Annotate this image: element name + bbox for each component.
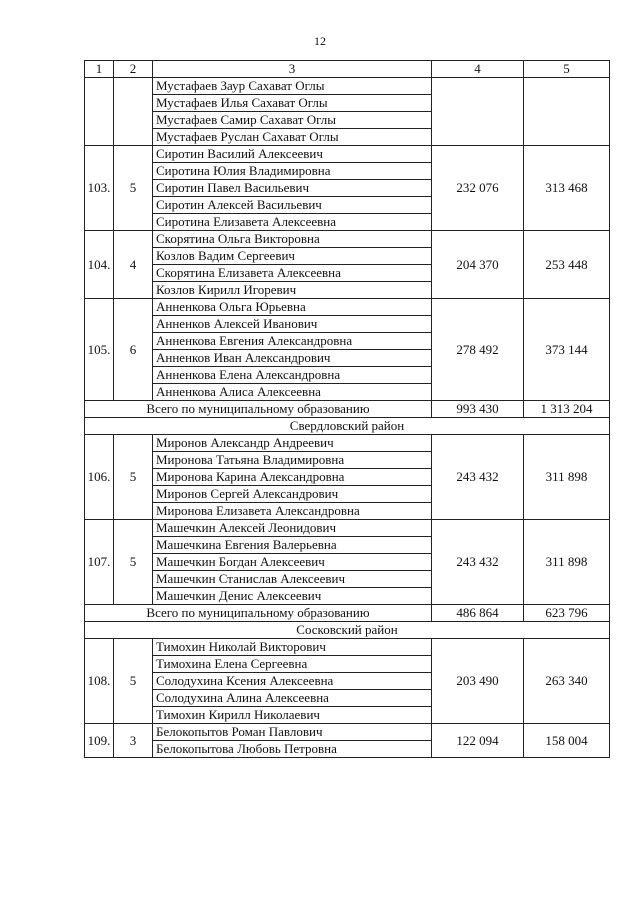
table-row — [85, 78, 610, 95]
amount-col4: 278 492 — [432, 299, 524, 401]
header-cell: 4 — [432, 61, 524, 78]
member-name: Анненкова Елена Александровна — [153, 367, 432, 384]
section-row — [85, 418, 610, 435]
member-name: Сиротин Павел Васильевич — [153, 180, 432, 197]
member-name: Тимохин Николай Викторович — [153, 639, 432, 656]
row-number: 106. — [85, 435, 114, 520]
amount-col5: 313 468 — [524, 146, 610, 231]
amount-col5 — [524, 78, 610, 146]
family-size: 3 — [114, 724, 153, 758]
amount-col5: 311 898 — [524, 520, 610, 605]
amount-col5: 158 004 — [524, 724, 610, 758]
member-name: Анненкова Ольга Юрьевна — [153, 299, 432, 316]
member-name: Мустафаев Илья Сахават Оглы — [153, 95, 432, 112]
member-name: Анненкова Евгения Александровна — [153, 333, 432, 350]
table-row — [85, 231, 610, 248]
member-name: Миронова Елизавета Александровна — [153, 503, 432, 520]
section-title: Свердловский район — [85, 418, 610, 435]
member-name: Белокопытов Роман Павлович — [153, 724, 432, 741]
amount-col4: 122 094 — [432, 724, 524, 758]
member-name: Машечкин Денис Алексеевич — [153, 588, 432, 605]
row-number: 104. — [85, 231, 114, 299]
member-name: Козлов Вадим Сергеевич — [153, 248, 432, 265]
member-name: Анненков Алексей Иванович — [153, 316, 432, 333]
data-table — [84, 60, 610, 758]
header-cell: 5 — [524, 61, 610, 78]
total-col5: 1 313 204 — [524, 401, 610, 418]
member-name: Тимохин Кирилл Николаевич — [153, 707, 432, 724]
family-size: 5 — [114, 520, 153, 605]
page-number: 12 — [314, 34, 326, 48]
header-row — [85, 61, 610, 78]
row-number: 105. — [85, 299, 114, 401]
section-row — [85, 622, 610, 639]
member-name: Миронов Александр Андреевич — [153, 435, 432, 452]
header-cell: 1 — [85, 61, 114, 78]
family-size — [114, 78, 153, 146]
amount-col4: 243 432 — [432, 435, 524, 520]
member-name: Машечкин Станислав Алексеевич — [153, 571, 432, 588]
total-col4: 993 430 — [432, 401, 524, 418]
total-row — [85, 401, 610, 418]
table-row — [85, 299, 610, 316]
total-label: Всего по муниципальному образованию — [85, 605, 432, 622]
member-name: Машечкин Богдан Алексеевич — [153, 554, 432, 571]
table-row — [85, 520, 610, 537]
family-size: 4 — [114, 231, 153, 299]
amount-col5: 311 898 — [524, 435, 610, 520]
amount-col4: 204 370 — [432, 231, 524, 299]
table-row — [85, 146, 610, 163]
member-name: Мустафаев Руслан Сахават Оглы — [153, 129, 432, 146]
total-col5: 623 796 — [524, 605, 610, 622]
amount-col4: 232 076 — [432, 146, 524, 231]
member-name: Анненкова Алиса Алексеевна — [153, 384, 432, 401]
member-name: Анненков Иван Александрович — [153, 350, 432, 367]
family-size: 6 — [114, 299, 153, 401]
total-col4: 486 864 — [432, 605, 524, 622]
family-size: 5 — [114, 146, 153, 231]
member-name: Скорятина Ольга Викторовна — [153, 231, 432, 248]
family-size: 5 — [114, 435, 153, 520]
section-title: Сосковский район — [85, 622, 610, 639]
row-number: 103. — [85, 146, 114, 231]
amount-col5: 253 448 — [524, 231, 610, 299]
member-name: Сиротин Василий Алексеевич — [153, 146, 432, 163]
member-name: Мустафаев Заур Сахават Оглы — [153, 78, 432, 95]
row-number: 109. — [85, 724, 114, 758]
member-name: Козлов Кирилл Игоревич — [153, 282, 432, 299]
member-name: Миронов Сергей Александрович — [153, 486, 432, 503]
member-name: Солодухина Алина Алексеевна — [153, 690, 432, 707]
member-name: Тимохина Елена Сергеевна — [153, 656, 432, 673]
member-name: Сиротина Юлия Владимировна — [153, 163, 432, 180]
amount-col4: 203 490 — [432, 639, 524, 724]
member-name: Сиротин Алексей Васильевич — [153, 197, 432, 214]
amount-col5: 263 340 — [524, 639, 610, 724]
total-row — [85, 605, 610, 622]
member-name: Мустафаев Самир Сахават Оглы — [153, 112, 432, 129]
amount-col4 — [432, 78, 524, 146]
table-row — [85, 639, 610, 656]
amount-col5: 373 144 — [524, 299, 610, 401]
member-name: Миронова Карина Александровна — [153, 469, 432, 486]
member-name: Миронова Татьяна Владимировна — [153, 452, 432, 469]
member-name: Скорятина Елизавета Алексеевна — [153, 265, 432, 282]
member-name: Машечкина Евгения Валерьевна — [153, 537, 432, 554]
row-number: 108. — [85, 639, 114, 724]
table-row — [85, 724, 610, 741]
total-label: Всего по муниципальному образованию — [85, 401, 432, 418]
member-name: Сиротина Елизавета Алексеевна — [153, 214, 432, 231]
amount-col4: 243 432 — [432, 520, 524, 605]
family-size: 5 — [114, 639, 153, 724]
header-cell: 2 — [114, 61, 153, 78]
member-name: Машечкин Алексей Леонидович — [153, 520, 432, 537]
table-row — [85, 435, 610, 452]
member-name: Солодухина Ксения Алексеевна — [153, 673, 432, 690]
header-cell: 3 — [153, 61, 432, 78]
member-name: Белокопытова Любовь Петровна — [153, 741, 432, 758]
row-number — [85, 78, 114, 146]
row-number: 107. — [85, 520, 114, 605]
